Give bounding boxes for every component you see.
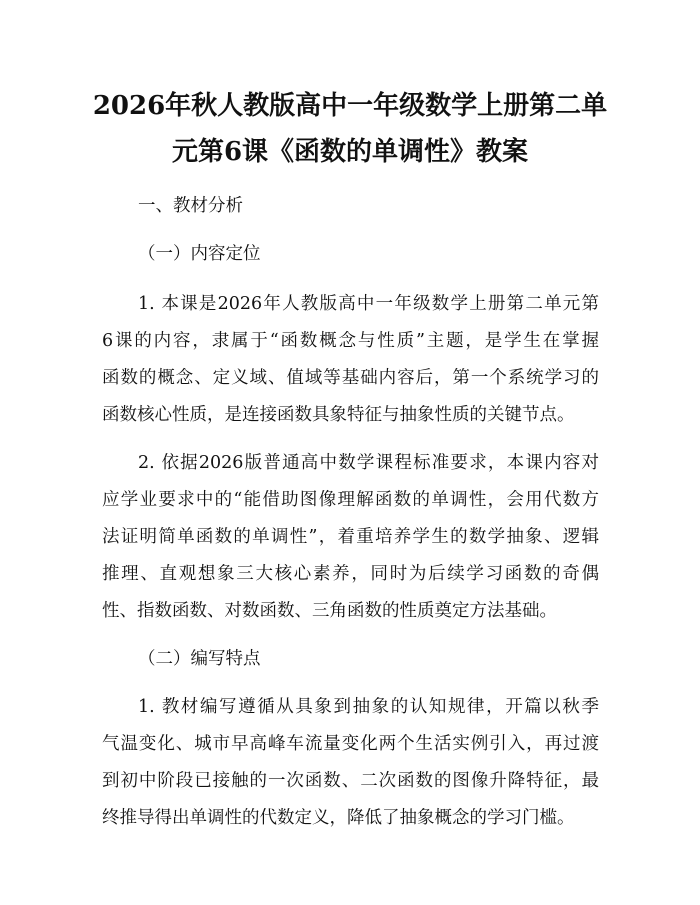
paragraph-3-line-1: 1. 教材编写遵循从具象到抽象的认知规律，开篇以秋季 [138, 697, 599, 717]
paragraph-1-line-3: 函数的概念、定义域、值域等基础内容后，第一个系统学习的 [102, 368, 599, 388]
subsection-heading-content-positioning: （一）内容定位 [138, 244, 261, 264]
paragraph-1-line-2: 6课的内容，隶属于“函数概念与性质”主题，是学生在掌握 [102, 331, 599, 351]
subsection-heading-writing-features: （二）编写特点 [138, 649, 261, 669]
paragraph-3-line-4: 终推导得出单调性的代数定义，降低了抽象概念的学习门槛。 [102, 808, 575, 828]
document-title-line-2: 元第6课《函数的单调性》教案 [171, 137, 529, 167]
paragraph-3-line-3: 到初中阶段已接触的一次函数、二次函数的图像升降特征，最 [102, 771, 599, 791]
document-title-line-1: 2026年秋人教版高中一年级数学上册第二单 [92, 91, 608, 121]
paragraph-2-line-4: 推理、直观想象三大核心素养，同时为后续学习函数的奇偶 [102, 564, 599, 584]
section-heading-textbook-analysis: 一、教材分析 [138, 196, 243, 216]
paragraph-2-line-2: 应学业要求中的“能借助图像理解函数的单调性，会用代数方 [102, 490, 599, 510]
paragraph-2-line-3: 法证明简单函数的单调性”，着重培养学生的数学抽象、逻辑 [102, 527, 599, 547]
paragraph-1-line-4: 函数核心性质，是连接函数具象特征与抽象性质的关键节点。 [102, 405, 575, 425]
paragraph-3-line-2: 气温变化、城市早高峰车流量变化两个生活实例引入，再过渡 [102, 734, 599, 754]
paragraph-2-line-5: 性、指数函数、对数函数、三角函数的性质奠定方法基础。 [102, 601, 557, 621]
paragraph-1-line-1: 1. 本课是2026年人教版高中一年级数学上册第二单元第 [138, 294, 599, 314]
paragraph-2-line-1: 2. 依据2026版普通高中数学课程标准要求，本课内容对 [138, 453, 599, 473]
